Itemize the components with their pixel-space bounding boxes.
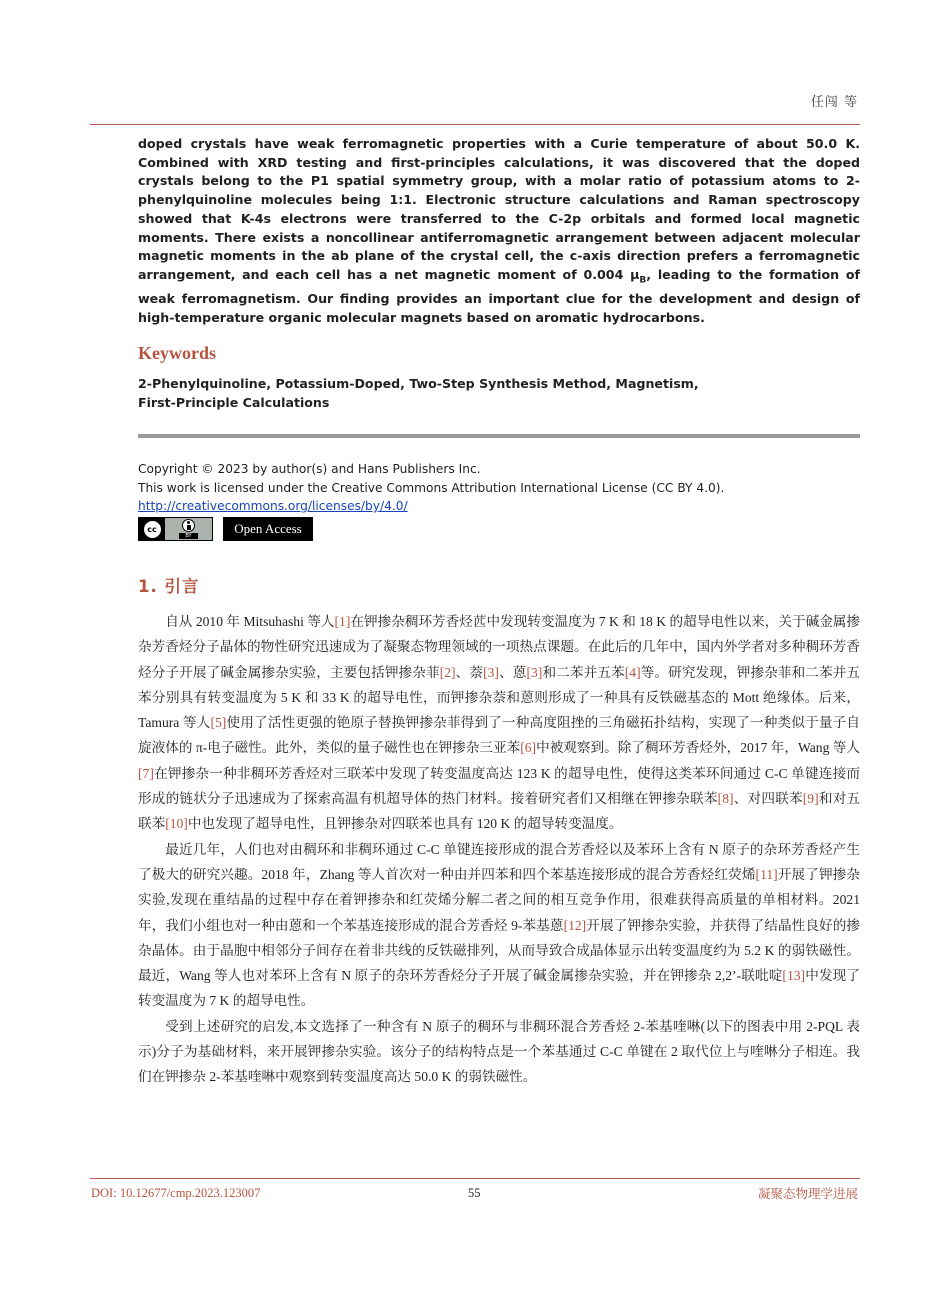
paragraph-text: 开展了钾掺杂实验,发现在重结晶的过程中存在着钾掺杂和红荧烯分解二者之间的相互竞争作用，很难获得高质量的单相材料。2021 年，我们小组也对一种由蒽和一个苯基连接形成的混合芳香烃 9-苯基蒽 (138, 866, 860, 933)
footer-doi[interactable]: DOI: 10.12677/cmp.2023.123007 (91, 1186, 261, 1200)
abstract-text (138, 135, 860, 328)
paragraph-3 (138, 1014, 860, 1090)
abstract-body: doped crystals have weak ferromagnetic properties with a Curie temperature of about 50.0 K. Combined with XRD testing and first-principles calculations, it was discovered that the doped crystals belong to the P1 spatial symmetry group, with a molar ratio of potassium atoms to 2-phenylquinoline molecules being 1:1. Electronic structure calculations and Raman spectroscopy showed that K-4s electrons were transferred to the C-2p orbitals and formed local magnetic moments. There exists a noncollinear antiferromagnetic arrangement between adjacent molecular magnetic moments in the ab plane of the crystal cell, the c-axis direction prefers a ferromagnetic arrangement, and each cell has a net magnetic moment of 0.004 μ (138, 136, 860, 282)
license-badges (138, 517, 313, 541)
person-icon (182, 519, 195, 532)
paragraph-text: 在钾掺杂稠环芳香烃苉中发现转变温度为 7 K 和 18 K 的超导电性以来，关于碱金属掺杂芳香烃分子晶体的物性研究迅速成为了凝聚态物理领域的一项热点课题。在此后的几年中，国内外学者对多种稠环芳香烃分子开展了碱金属掺杂实验，主要包括钾掺杂菲 (138, 614, 861, 680)
section-title: 1. 引言 (138, 577, 200, 596)
paragraph-text: 、对四联苯 (733, 791, 803, 807)
citation-link[interactable]: [6] (520, 740, 537, 756)
paragraph-text: 中发现了转变温度为 7 K 的超导电性。 (138, 968, 860, 1009)
citation-link[interactable]: [1] (334, 614, 351, 629)
license-line: This work is licensed under the Creative Commons Attribution International License (CC BY 4.0). (138, 480, 725, 495)
citation-link[interactable]: [9] (802, 791, 819, 807)
paragraph-text: 、蒽 (498, 664, 527, 680)
citation-link[interactable]: [10] (165, 816, 188, 832)
citation-link[interactable]: [3] (526, 664, 543, 680)
journal-name: 凝聚态物理学进展 (757, 1186, 858, 1201)
paragraph-text: 开展了钾掺杂实验，并获得了结晶性良好的掺杂晶体。由于晶胞中相邻分子间存在着非共线的反铁磁排列，从而导致合成晶体显示出转变温度约为 5.2 K 的弱铁磁性。最近，Wang 等人也对苯环上含有 N 原子的杂环芳香烃分子开展了碱金属掺杂实验，并在钾掺杂 2,2’-联吡啶 (138, 917, 860, 984)
header-author: 任闯 等 (810, 95, 858, 110)
citation-link[interactable]: [8] (717, 791, 734, 807)
paragraph-text: 受到上述研究的启发,本文选择了一种含有 N 原子的稠环与非稠环混合芳香烃 2-苯基喹啉(以下的图表中用 2-PQL 表示)分子为基础材料，来开展钾掺杂实验。该分子的结构特点是一个苯基通过 C-C 单键在 2 取代位上与喹啉分子相连。我们在钾掺杂 2-苯基喹啉中观察到转变温度高达 50.0 K 的弱铁磁性。 (138, 1018, 860, 1085)
footer-rule (90, 1178, 860, 1179)
keywords-line-2: First-Principle Calculations (138, 395, 330, 410)
open-access-badge[interactable]: Open Access (223, 517, 313, 541)
citation-link[interactable]: [7] (138, 765, 154, 781)
body-text (138, 609, 860, 1090)
citation-link[interactable]: [5] (210, 715, 227, 731)
citation-link[interactable]: [12] (563, 917, 587, 933)
paragraph-text: 、萘 (455, 664, 484, 680)
citation-link[interactable]: [3] (483, 664, 499, 680)
paragraph-1 (138, 609, 860, 837)
paragraph-text: 中也发现了超导电性，且钾掺杂对四联苯也具有 120 K 的超导转变温度。 (187, 816, 623, 832)
citation-link[interactable]: [4] (624, 664, 641, 680)
header-rule (90, 124, 860, 125)
abstract-body-end: , leading to the formation of weak ferromagnetism. Our finding provides an important clue for the development and design of high-temperature organic molecular magnets based on aromatic hydrocarbons. (138, 266, 861, 325)
paragraph-2 (138, 837, 860, 1014)
citation-link[interactable]: [11] (755, 866, 778, 882)
cc-logo (139, 518, 165, 540)
by-label: BY (179, 533, 197, 539)
keywords-list (138, 374, 699, 412)
paragraph-text: 中被观察到。除了稠环芳香烃外，2017 年，Wang 等人 (536, 740, 860, 756)
copyright-block (138, 460, 724, 516)
license-link[interactable]: http://creativecommons.org/licenses/by/4.0/ (138, 499, 408, 513)
section-divider (138, 434, 860, 438)
abstract-subscript: B (639, 275, 647, 286)
paragraph-text: 最近几年，人们也对由稠环和非稠环通过 C-C 单键连接形成的混合芳香烃以及苯环上含有 N 原子的杂环芳香烃产生了极大的研究兴趣。2018 年，Zhang 等人首次对一种由并四苯和四个苯基连接形成的混合芳香烃红荧烯 (138, 841, 860, 882)
page-number: 55 (468, 1186, 481, 1200)
citation-link[interactable]: [2] (439, 664, 456, 680)
by-logo (165, 519, 212, 539)
paragraph-text: 和二苯并五苯 (542, 664, 625, 680)
paragraph-text: 自从 2010 年 Mitsuhashi 等人 (165, 614, 335, 629)
paragraph-text: 和对五联苯 (138, 791, 861, 832)
paragraph-text: 等。研究发现，钾掺杂菲和二苯并五苯分别具有转变温度为 5 K 和 33 K 的超导电性，而钾掺杂萘和蒽则形成了一种具有反铁磁基态的 Mott 绝缘体。后来，Tamura 等人 (138, 664, 861, 731)
cc-by-badge[interactable] (138, 517, 213, 541)
keywords-line-1: 2-Phenylquinoline, Potassium-Doped, Two-Step Synthesis Method, Magnetism, (138, 376, 699, 391)
citation-link[interactable]: [13] (782, 968, 806, 984)
cc-icon: cc (144, 521, 161, 538)
paragraph-text: 使用了活性更强的铯原子替换钾掺杂菲得到了一种高度阻挫的三角磁拓扑结构，实现了一种类似于量子自旋液体的 π-电子磁性。此外，类似的量子磁性也在钾掺杂三亚苯 (138, 715, 860, 756)
copyright-line: Copyright © 2023 by author(s) and Hans Publishers Inc. (138, 462, 481, 476)
paragraph-text: 在钾掺杂一种非稠环芳香烃对三联苯中发现了转变温度高达 123 K 的超导电性，使得这类苯环间通过 C-C 单键连接而形成的链状分子迅速成为了探索高温有机超导体的热门材料。接着研究者们又相继在钾掺杂联苯 (138, 765, 860, 807)
keywords-title: Keywords (138, 343, 216, 363)
